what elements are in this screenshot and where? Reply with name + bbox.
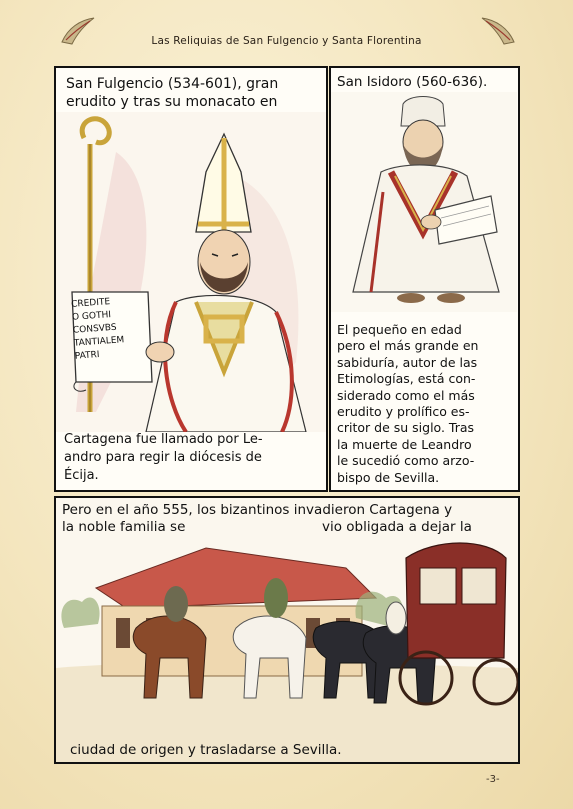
- caption-line: erudito y tras su monacato en: [66, 94, 278, 110]
- scroll-line: CONSVBS: [72, 322, 117, 336]
- caption-line: San Fulgencio (534-601), gran: [66, 76, 279, 92]
- caption-line: ciudad de origen y trasladarse a Sevilla.: [70, 742, 342, 758]
- caption-line: El pequeño en edad: [337, 322, 462, 337]
- page-number: -3-: [486, 774, 500, 785]
- scroll-line: PATRI: [74, 349, 100, 362]
- caption-line: Etimologías, está con-: [337, 371, 476, 387]
- caption-line: le sucedió como arzo-: [337, 453, 475, 469]
- page-title: Las Reliquias de San Fulgencio y Santa Florentina: [151, 35, 422, 47]
- caption-line: la muerte de Leandro: [337, 436, 472, 452]
- departure-scene-illustration: [56, 498, 518, 762]
- caption-line: la noble familia se: [62, 519, 186, 535]
- caption-line: andro para regir la diócesis de: [64, 450, 262, 465]
- bishop-illustration: [56, 112, 326, 432]
- caption-line: Pero en el año 555, los bizantinos invadieron Cartagena y: [62, 502, 453, 518]
- scroll-line: TANTIALEM: [73, 335, 125, 349]
- comic-panel-san-isidoro: [329, 66, 520, 492]
- caption-line: vio obligada a dejar la: [322, 519, 472, 535]
- caption-line: sabiduría, autor de las: [337, 354, 478, 370]
- caption-line: pero el más grande en: [337, 338, 479, 354]
- caption-line: Cartagena fue llamado por Le-: [64, 432, 263, 447]
- caption-line: Écija.: [64, 468, 99, 483]
- san-isidoro-illustration: [331, 92, 517, 312]
- scroll-line: O GOTHI: [71, 310, 112, 323]
- scroll-line: CREDITE: [70, 297, 111, 310]
- comic-panel-san-fulgencio: [54, 66, 328, 492]
- caption-line: erudito y prolífico es-: [337, 404, 470, 420]
- caption-line: San Isidoro (560-636).: [337, 74, 488, 90]
- comic-panel-departure: [54, 496, 520, 764]
- caption-block: [337, 322, 478, 486]
- caption-line: bispo de Sevilla.: [337, 469, 440, 485]
- scroll-text: [71, 295, 126, 363]
- caption-line: critor de su siglo. Tras: [337, 420, 475, 436]
- caption-line: siderado como el más: [337, 387, 475, 403]
